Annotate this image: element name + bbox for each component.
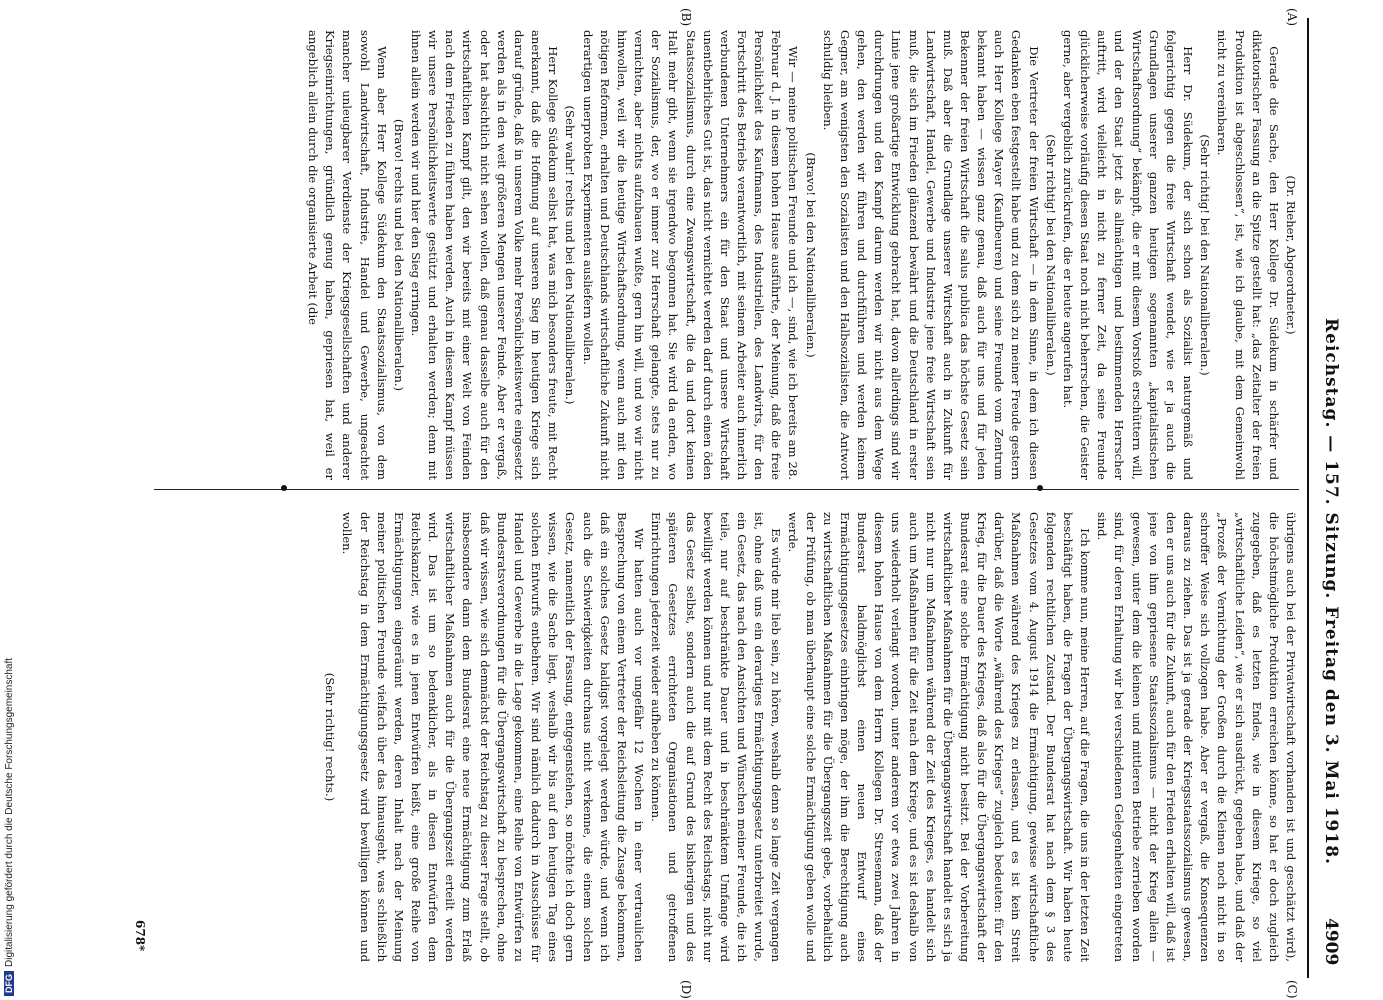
sheet-number: 678* (133, 920, 147, 952)
paragraph: Herr Dr. Südekum, der sich schon als Sozialist naturgemäß und folgerichtig gegen die freie Wirtschaft wendet, wie er ja auch die Grundlagen unserer ganzen heutigen sogenannten „kapitalistischen Wirtschaftsordnung“ bekämpft, die er mit diesem Vorstoß erschüttern will, und der den Staat jetzt als allmächtigen und bestimmenden Herrscher auftritt, wird vielleicht in nicht zu ferner Zeit, da seine Freunde glücklicherweise vorläufig diesen Staat noch nicht beherrschen, die Geister gerne, aber vergeblich zurückrufen, die er heute angerufen hat. (1060, 30, 1196, 480)
interjection: (Sehr richtig! bei den Nationalliberalen.) (1043, 134, 1058, 376)
header-page-number: 4909 (1321, 918, 1341, 966)
paragraph: Es würde mir lieb sein, zu hören, weshalb denn so lange Zeit vergangen ist, ohne daß uns ein derartiges Ermächtigungsgesetz unterbreitet wurde, ein Gesetz, das nach den Ansichten und Wünschen meiner Freunde, die ich teile, nur auf beschränkte Dauer und in beschränktem Umfange wird bewilligt werden können und nur mit dem Recht des Reichstags, nicht nur das Gesetz selbst, sondern auch die auf Grund des bisherigen und des späteren Gesetzes errichteten Organisationen und getroffenen Einrichtungen jederzeit wieder aufheben zu können. (649, 512, 784, 962)
paragraph: Herr Kollege Südekum selbst hat, was mich besonders freute, mit Recht anerkannt, daß die Hoffnung auf unseren Sieg im heutigen Kriege sich darauf gründe, daß in unserem Volke mehr Persönlichkeitswerte eingesetzt werden als in den weit größeren Mengen unserer Feinde. Aber er vergaß, oder hat absichtlich nicht sehen wollen, daß genau dasselbe auch für den wirtschaftlichen Kampf gilt, den wir bereits mit einer Welt von Feinden nach dem Frieden zu führen haben werden. Auch in diesem Kampf müssen wir unsere Persönlichkeitswerte gestützt und erhalten werden; denn mit ihnen allein werden wir und hier den Sieg erringen. (409, 30, 561, 480)
header-rule (1307, 18, 1309, 978)
margin-marker-d: (D) (679, 980, 693, 999)
paragraph: Wenn aber Herr Kollege Südekum den Staatssozialismus, von dem sowohl Landwirtschaft, Industrie, Handel und Gewerbe, ungeachtet mancher unleugbarer Verdienste der Kriegsgesellschaften und anderer Kriegseinrichtungen, gründlich genug haben, gepriesen hat, weil er angeblich allein durch die organisierte Arbeit (die (306, 30, 389, 480)
paragraph: Ich komme nun, meine Herren, auf die Fragen, die uns in der letzten Zeit beschäftigt haben, die Fragen der Übergangswirtschaft. Wir haben heute folgenden rechtlichen Zustand. Der Bundesrat hat nach dem § 3 des Gesetzes vom 4. August 1914 die Ermächtigung, gewisse wirtschaftliche Maßnahmen während des Krieges zu erlassen, und es ist kein Streit darüber, daß die Worte „während des Krieges“ zugleich bedeuten: für den Krieg, für die Dauer des Krieges, daß also für die Übergangswirtschaft der Bundesrat eine solche Ermächtigung nicht besitzt. Bei der Vorbereitung wirtschaftlicher Maßnahmen für die Übergangswirtschaft handelt es sich ja nicht nur um Maßnahmen während der Zeit des Krieges, es handelt sich auch um Maßnahmen für die Zeit nach dem Kriege, und es ist deshalb von uns wiederholt verlangt worden, unter anderem vor etwa zwei Jahren in diesem hohen Hause von dem Herrn Kollegen Dr. Stresemann, daß der Bundesrat baldmöglichst einen neuen Entwurf eines Ermächtigungsgesetzes einbringen möge, der ihm die Berechtigung auch zu wirtschaftlichen Maßnahmen für die Übergangszeit gebe, vorbehaltlich der Prüfung, ob man überhaupt eine solche Ermächtigung geben wolle und werde. (786, 512, 1093, 962)
interjection: (Bravo! rechts und bei den Nationalliberalen.) (391, 118, 406, 392)
bullet-mark (281, 485, 287, 491)
paragraph: übrigens auch bei der Privatwirtschaft vorhanden ist und geschätzt wird), die höchstmögliche Produktion erreichen könne, so hat er doch zugleich zugegeben, daß es letzten Endes, wie in diesem Kriege, so viel „wirtschaftliche Leiden“, wie er sich ausdrückt, gegeben habe, und daß der „Prozeß der Vernichtung der Großen durch die Kleinen noch nicht in so schroffer Weise sich vollzogen habe. Aber er vergaß, die Konsequenzen daraus zu ziehen. Das ist ja gerade der Kriegsstaatssozialismus gewesen, den er uns auch für die Zukunft, auch für den Frieden erhalten will, daß ist jene von ihm gepriesene Staatssozialismus — nicht der Krieg allein — gewesen, unter dem die kleinen und mittleren Betriebe zerrieben worden sind, für deren Erhaltung wir bei verschiedenen Gelegenheiten eingetreten sind. (1095, 512, 1298, 962)
paragraph: Die Vertreter der freien Wirtschaft — in dem Sinne, in dem ich diesen Gedanken eben festgestellt habe und zu dem sich zu meiner Freude gestern auch Herr Kollege Mayer (Kaufbeuren) und seine Freunde vom Zentrum bekannt haben — wissen ganz genau, daß auch für uns und für jeden Bekenner der freien Wirtschaft die salus publica das höchste Gesetz sein muß. Daß aber die Grundlage unserer Wirtschaft auch in Zukunft für Landwirtschaft, Handel, Gewerbe und Industrie jene freie Wirtschaft sein muß, die sich im Frieden glänzend bewährt und die Deutschland in erster Linie jene großartige Entwicklung gebracht hat, davon allerdings sind wir durchdrungen und den Kampf darum werden wir nicht aus dem Wege gehen, den werden wir führen und durchführen und werden keinem Gegner, am wenigsten den Sozialisten und den Halbsozialisten, die Antwort schuldig bleiben. (820, 30, 1041, 480)
interjection: (Bravo! bei den Nationalliberalen.) (803, 152, 818, 358)
dfg-logo: DFG (4, 971, 14, 996)
margin-marker-a: (A) (1285, 8, 1299, 27)
paragraph: Gerade die Sache, den Herr Kollege Dr. Südekum in schärfer und diktatorischer Fassung an die Spitze gestellt hat: „das Zeitalter der freien Produktion ist abgeschlossen“, ist, wie ich glaube, mit dem Gemeinwohl nicht zu vereinbaren. (1215, 30, 1281, 480)
digitization-credit (4, 16, 18, 996)
left-column (154, 30, 1299, 480)
paragraph: Wir — meine politischen Freunde und ich —, sind, wie ich bereits am 28. Februar d. J. in diesem hohen Hause ausführte, der Meinung, daß die freie Persönlichkeit des Kaufmanns, des Industriellen, des Landwirts, für den Fortschritt des Betriebs verantwortlich, mit seinem Arbeiter auch innerlich verbundenen Unternehmers ein für den Staat und unsere Wirtschaft unentbehrliches Gut ist, das nicht vernichtet werden darf durch einen öden Staatssozialismus, durch eine Zwangswirtschaft, die da und dort keinen Halt mehr gibt, wenn sie irgendwo begonnen hat. Sie wird da enden, wo der Sozialismus, der, wo er immer zur Herrschaft gelangte, stets nur zu vernichten, aber nichts aufzubauen wußte, gern hin will, und wo wir nicht hinwollen, weil wir die heutige Wirtschaftsordnung, wenn auch mit den nötigen Reformen, erhalten und Deutschlands wirtschaftliche Zukunft nicht derartigen unerprobten Experimenten ausliefern wollen. (580, 30, 801, 480)
interjection: (Sehr wahr! rechts und bei den Nationalliberalen.) (563, 105, 578, 405)
margin-marker-c: (C) (1285, 980, 1299, 999)
page-header (1313, 18, 1347, 978)
margin-marker-b: (B) (679, 8, 693, 27)
interjection: (Sehr richtig! bei den Nationalliberalen.) (1198, 134, 1213, 376)
interjection: (Sehr richtig! rechts.) (323, 672, 338, 802)
bullet-mark (1037, 485, 1043, 491)
paragraph: (Dr. Rieher, Abgeordneter.) (1284, 175, 1298, 335)
paragraph: Wir hatten auch vor ungefähr 12 Wochen in einer vertraulichen Besprechung von einem Vertreter der Reichsleitung die Zusage bekommen, daß ein solches Gesetz baldigst vorgelegt werden würde, und wenn ich auch die Schwierigkeiten durchaus nicht verkenne, die einem solchen Gesetz, namentlich der Fassung, entgegenstehen, so möchte ich doch gern wissen, wie die Sache liegt, weshalb wir bis auf den heutigen Tag eines solchen Entwurfs entbehren. Wir sind nämlich dadurch in Ausschüsse für Handel und Gewerbe in die Lage gekommen, eine Reihe von Entwürfen zu Bundesratsverordnungen für die Übergangswirtschaft zu besprechen, ohne daß wir wissen, wie sich demnächst der Reichstag zu dieser Frage stellt, ob insbesondere dann dem Bundesrat eine neue Ermächtigung zum Erlaß wirtschaftlicher Maßnahmen auch für die Übergangszeit erteilt werden wird. Das ist um so bedenklicher, als in diesen Entwürfen dem Reichskanzler, wie es in jenen Entwürfen heißt, eine große Reihe von Ermächtigungen eingeräumt werden, deren Inhalt nach der Meinung meiner politischen Freunde vielfach über das hinausgeht, was schließlich der Reichstag in dem Ermächtigungsgesetz wird bewilligen können und wollen. (340, 512, 647, 962)
column-divider (154, 489, 1299, 490)
credit-text: Digitalisierung gefördert durch die Deutsche Forschungsgemeinschaft (4, 657, 15, 967)
right-column (154, 512, 1299, 962)
header-title: Reichstag. — 157. Sitzung. Freitag den 3. Mai 1918. (1321, 318, 1341, 865)
